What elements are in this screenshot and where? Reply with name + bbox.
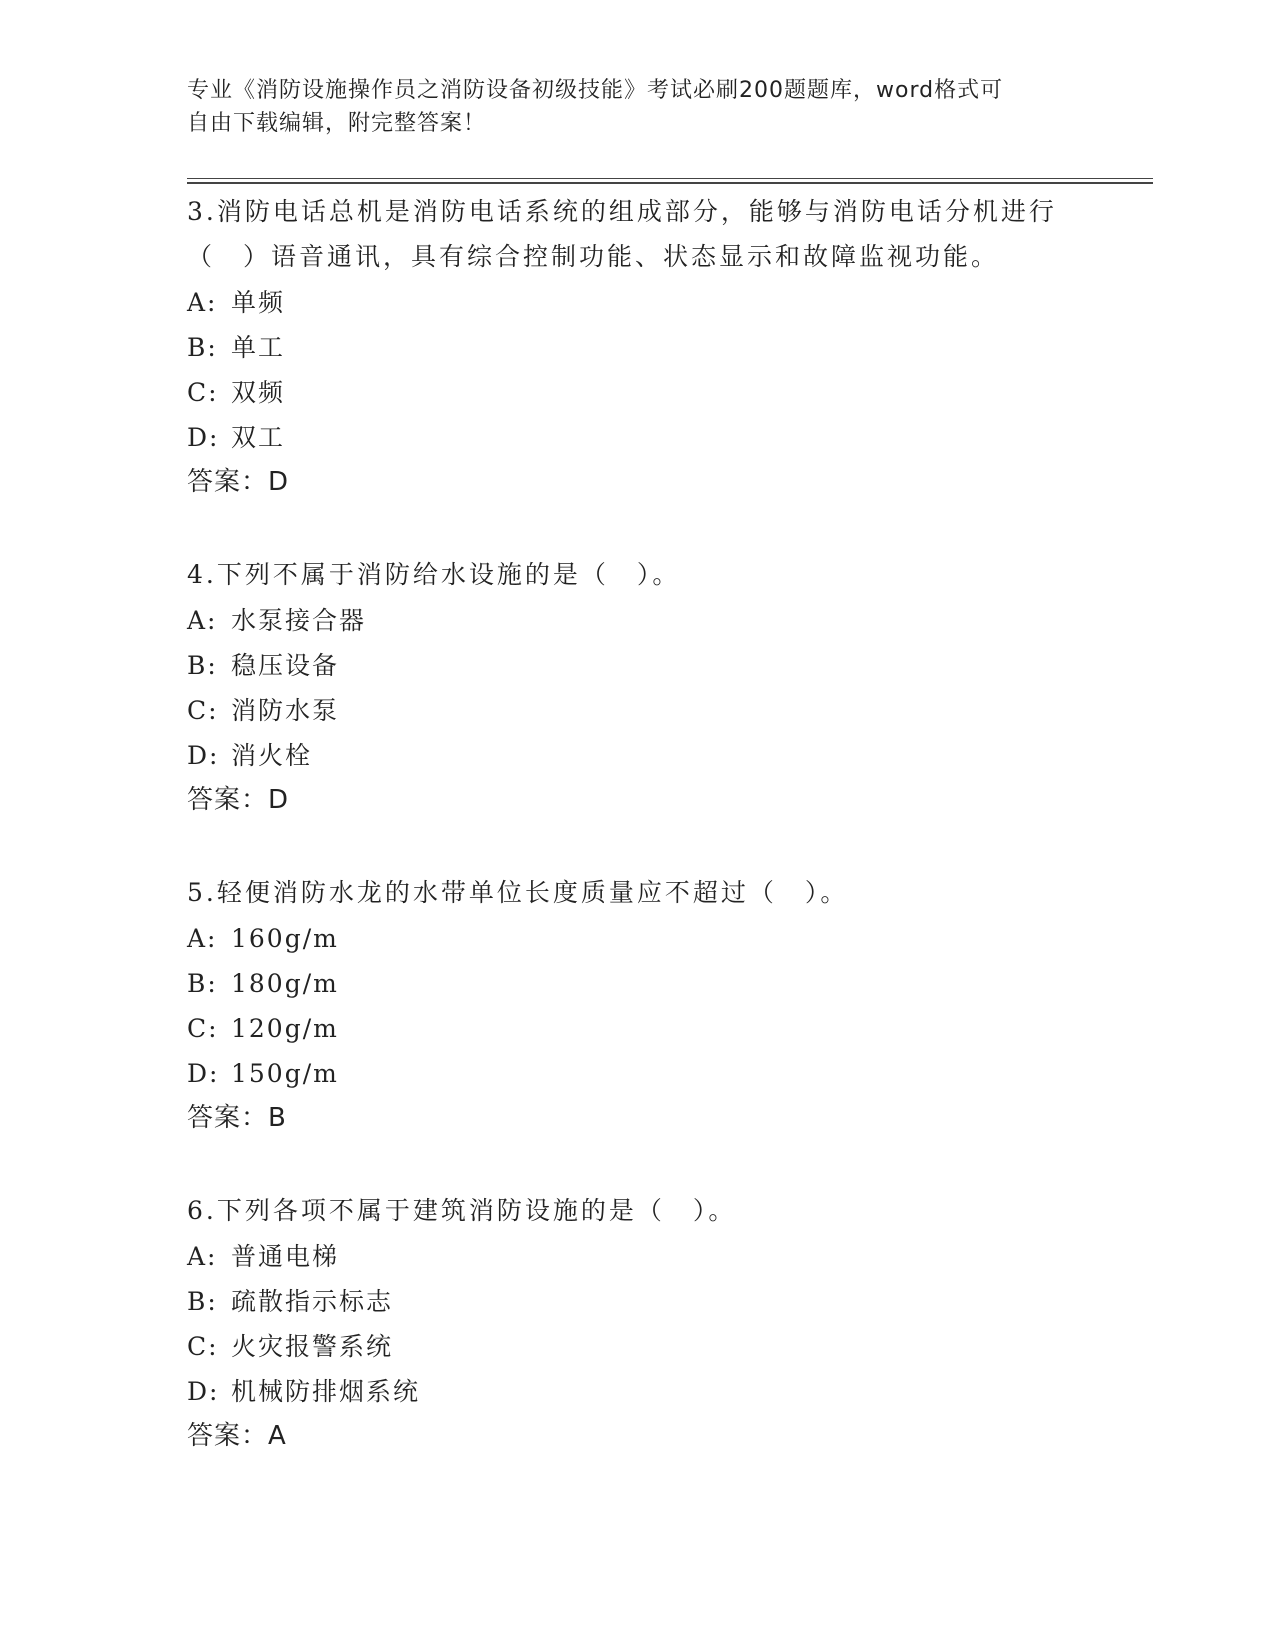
option-c (187, 1006, 1087, 1051)
option-d (187, 733, 1087, 778)
option-letter: D: (187, 1059, 220, 1088)
header-divider-thin (187, 178, 1153, 179)
option-text: 机械防排烟系统 (231, 1377, 421, 1406)
option-text: 疏散指示标志 (231, 1287, 394, 1316)
option-text: 双工 (231, 423, 286, 452)
question-stem: 5.轻便消防水龙的水带单位长度质量应不超过（ ）。 (187, 878, 849, 907)
option-b (187, 961, 1087, 1006)
answer-line: 答案：D (187, 467, 290, 497)
option-text: 水泵接合器 (231, 606, 367, 635)
option-letter: B: (187, 969, 218, 998)
option-b (187, 1279, 1087, 1324)
option-letter: B: (187, 651, 218, 680)
option-d (187, 415, 1087, 460)
option-c (187, 1324, 1087, 1369)
question-6 (187, 1188, 1087, 1459)
question-stem: 3.消防电话总机是消防电话系统的组成部分，能够与消防电话分机进行（ ）语音通讯，具有综合控制功能、状态显示和故障监视功能。 (187, 197, 1057, 271)
option-letter: A: (187, 1242, 218, 1271)
option-letter: C: (187, 696, 219, 725)
option-c (187, 370, 1087, 415)
option-c (187, 688, 1087, 733)
question-5 (187, 870, 1087, 1141)
header-line-1: 专业《消防设施操作员之消防设备初级技能》考试必刷200题题库，word格式可 (187, 78, 1004, 103)
answer-line: 答案：D (187, 785, 290, 815)
question-3 (187, 189, 1087, 505)
option-a (187, 1234, 1087, 1279)
option-text: 单工 (231, 333, 286, 362)
answer-line: 答案：A (187, 1421, 287, 1451)
option-letter: A: (187, 288, 218, 317)
option-text: 120g/m (231, 1014, 339, 1043)
option-letter: C: (187, 378, 219, 407)
option-a (187, 280, 1087, 325)
option-a (187, 598, 1087, 643)
option-letter: B: (187, 1287, 218, 1316)
option-text: 180g/m (231, 969, 339, 998)
option-text: 消防水泵 (231, 696, 340, 725)
option-text: 双频 (231, 378, 286, 407)
option-letter: D: (187, 741, 220, 770)
option-letter: A: (187, 606, 218, 635)
option-text: 单频 (231, 288, 286, 317)
answer-line: 答案：B (187, 1103, 287, 1133)
option-b (187, 643, 1087, 688)
option-text: 稳压设备 (231, 651, 340, 680)
option-letter: C: (187, 1332, 219, 1361)
header-divider-thick (187, 182, 1153, 184)
question-4 (187, 552, 1087, 823)
option-text: 火灾报警系统 (231, 1332, 394, 1361)
question-stem: 6.下列各项不属于建筑消防设施的是（ ）。 (187, 1196, 737, 1225)
option-b (187, 325, 1087, 370)
option-letter: C: (187, 1014, 219, 1043)
option-text: 消火栓 (231, 741, 313, 770)
option-text: 普通电梯 (231, 1242, 340, 1271)
option-letter: D: (187, 423, 220, 452)
option-d (187, 1369, 1087, 1414)
option-letter: B: (187, 333, 218, 362)
option-text: 160g/m (231, 924, 339, 953)
document-header (187, 74, 1067, 140)
option-text: 150g/m (231, 1059, 339, 1088)
option-a (187, 916, 1087, 961)
option-letter: A: (187, 924, 218, 953)
option-d (187, 1051, 1087, 1096)
option-letter: D: (187, 1377, 220, 1406)
question-stem: 4.下列不属于消防给水设施的是（ ）。 (187, 560, 681, 589)
header-line-2: 自由下载编辑，附完整答案！ (187, 111, 487, 136)
